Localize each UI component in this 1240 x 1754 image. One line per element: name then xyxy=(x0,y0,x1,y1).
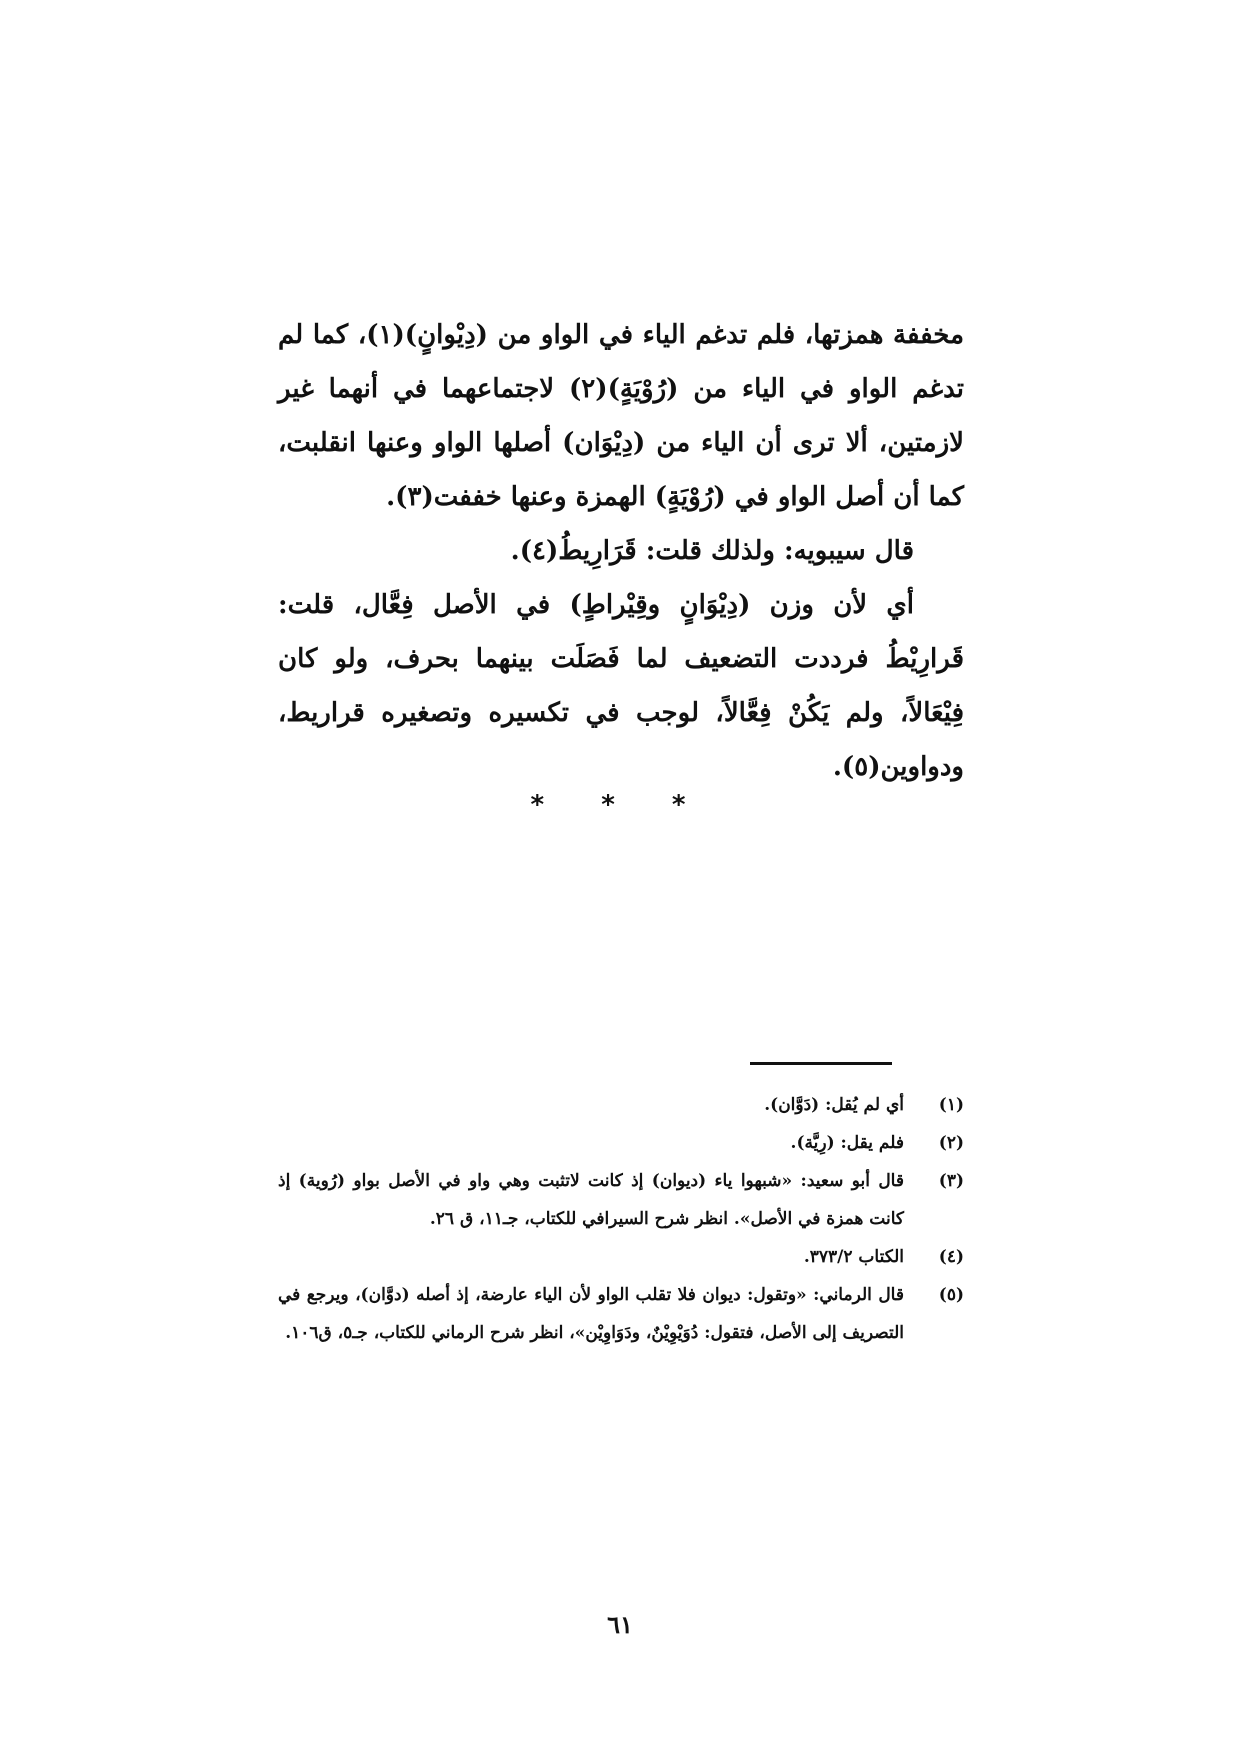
footnote-text: قال أبو سعيد: «شبهوا ياء (ديوان) إذ كانت لاتثبت وهي واو في الأصل بواو (رُوية) إذ كانت همزة في الأصل». انظر شرح السيرافي للكتاب، جـ١١، ق ٢٦. xyxy=(278,1171,904,1229)
footnote-number: (٥) xyxy=(938,1285,964,1305)
footnote-3 xyxy=(278,1162,964,1238)
footnote-number: (٣) xyxy=(938,1171,964,1191)
footnote-number: (٤) xyxy=(938,1247,964,1267)
paragraph-1: مخففة همزتها، فلم تدغم الياء في الواو من (دِيْوانٍ)(١)، كما لم تدغم الواو في الياء من (رُوْيَةٍ)(٢) لاجتماعهما في أنهما غير لازمتين، ألا ترى أن الياء من (دِيْوَان) أصلها الواو وعنها انقلبت، كما أن أصل الواو في (رُوْيَةٍ) الهمزة وعنها خففت(٣). xyxy=(278,320,964,512)
footnote-number: (١) xyxy=(938,1095,964,1115)
footnote-text: الكتاب ٣٧٣/٢. xyxy=(803,1247,904,1267)
footnotes xyxy=(278,1086,964,1352)
footnote-2 xyxy=(278,1124,964,1162)
footnote-4 xyxy=(278,1238,964,1276)
footnote-rule xyxy=(750,1062,892,1065)
page-number: ٦١ xyxy=(607,1610,633,1639)
paragraph-2: قال سيبويه: ولذلك قلت: قَرَارِيطُ(٤). xyxy=(510,536,914,566)
section-separator: * * * xyxy=(530,790,710,820)
footnote-text: أي لم يُقل: (دَوَّان). xyxy=(764,1095,904,1115)
footnote-1 xyxy=(278,1086,964,1124)
paragraph-3: أي لأن وزن (دِيْوَانٍ وقِيْراطٍ) في الأصل فِعَّال، قلت: قَرارِيْطُ فرددت التضعيف لما فَصَلَت بينهما بحرف، ولو كان فِيْعَالاً، ولم يَكُنْ فِعَّالاً، لوجب في تكسيره وتصغيره قراريط، ودواوين(٥). xyxy=(278,590,964,782)
footnote-text: فلم يقل: (رِيَّة). xyxy=(790,1133,904,1153)
footnote-5 xyxy=(278,1276,964,1352)
main-text xyxy=(278,308,964,794)
footnote-number: (٢) xyxy=(938,1133,964,1153)
footnote-text: قال الرماني: «وتقول: ديوان فلا تقلب الواو لأن الياء عارضة، إذ أصله (دوَّان)، ويرجع في التصريف إلى الأصل، فتقول: دُوَيْوِيْنٌ، ودَوَاوِيْن»، انظر شرح الرماني للكتاب، جـ٥، ق١٠٦. xyxy=(278,1285,904,1343)
